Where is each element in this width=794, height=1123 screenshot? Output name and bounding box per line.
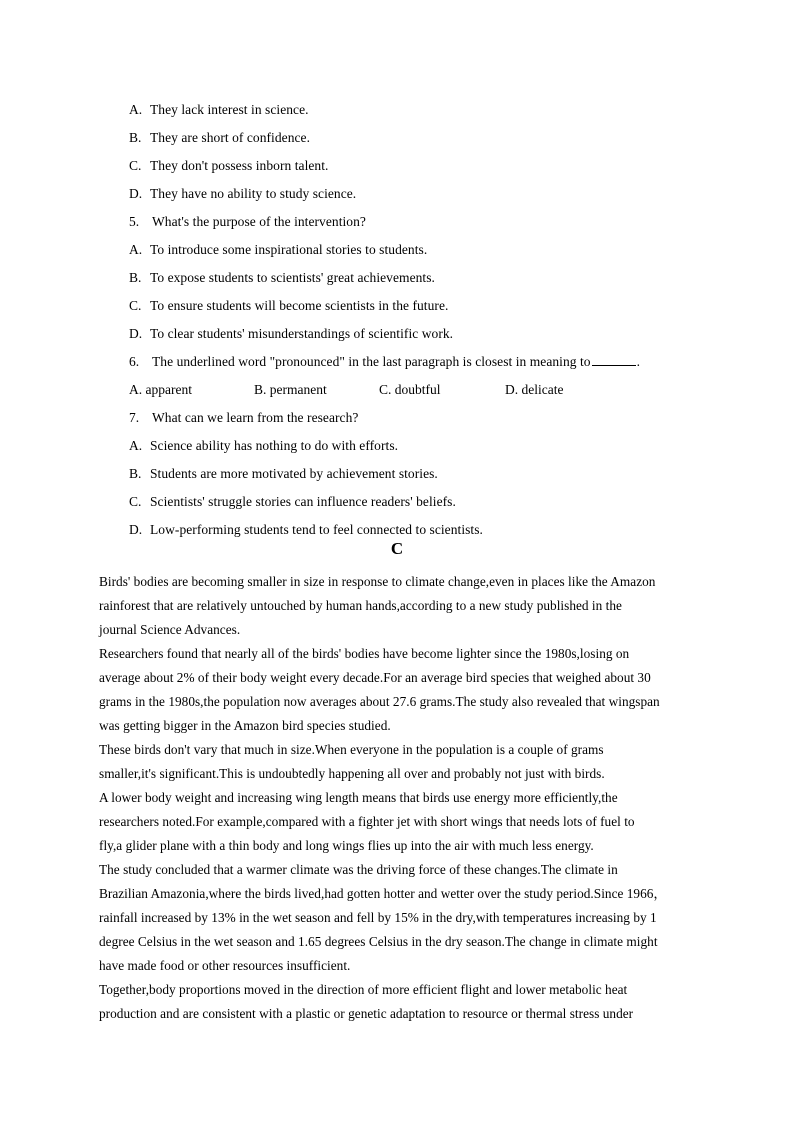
- option-marker: A.: [129, 438, 143, 453]
- question-marker: 6.: [129, 354, 140, 369]
- option-text: They have no ability to study science.: [150, 186, 357, 201]
- option-line: [129, 292, 729, 320]
- option-marker: A.: [129, 382, 143, 397]
- passage-line: rainfall increased by 13% in the wet season and fell by 15% in the dry,with temperatures increasing by 1: [99, 910, 657, 925]
- multiple-choice-block: [129, 96, 729, 544]
- answer-blank[interactable]: [592, 354, 636, 366]
- passage-line: Together,body proportions moved in the direction of more efficient flight and lower metabolic heat: [99, 982, 628, 997]
- option-text: They are short of confidence.: [150, 130, 311, 145]
- question-text-tail: .: [636, 354, 641, 369]
- option-line: [129, 152, 729, 180]
- passage-paragraph: [99, 738, 709, 786]
- passage-line: Brazilian Amazonia,where the birds lived,had gotten hotter and wetter over the study period.Since 1966，: [99, 886, 667, 901]
- option-cell: [505, 376, 563, 404]
- option-marker: A.: [129, 242, 143, 257]
- passage-line: rainforest that are relatively untouched by human hands,according to a new study published in the: [99, 598, 622, 613]
- option-marker: D.: [129, 186, 143, 201]
- option-text: Low-performing students tend to feel connected to scientists.: [150, 522, 483, 537]
- passage-line: Researchers found that nearly all of the birds' bodies have become lighter since the 1980s,losing on: [99, 646, 630, 661]
- option-line: [129, 236, 729, 264]
- option-cell: [379, 376, 441, 404]
- passage-line: These birds don't vary that much in size.When everyone in the population is a couple of grams: [99, 742, 604, 757]
- option-text: To ensure students will become scientists in the future.: [150, 298, 449, 313]
- option-marker: B.: [254, 382, 267, 397]
- passage-line: grams in the 1980s,the population now averages about 27.6 grams.The study also revealed that wingspan: [99, 694, 660, 709]
- passage-paragraph: [99, 858, 709, 978]
- question-text: What can we learn from the research?: [152, 410, 359, 425]
- passage-line: have made food or other resources insufficient.: [99, 958, 351, 973]
- passage-line: smaller,it's significant.This is undoubtedly happening all over and probably not just with birds.: [99, 766, 605, 781]
- passage-paragraph: [99, 642, 709, 738]
- question-marker: 7.: [129, 410, 140, 425]
- option-text: Scientists' struggle stories can influence readers' beliefs.: [150, 494, 456, 509]
- passage-line: A lower body weight and increasing wing length means that birds use energy more efficiently,the: [99, 790, 618, 805]
- option-line: [129, 96, 729, 124]
- passage-line: was getting bigger in the Amazon bird species studied.: [99, 718, 391, 733]
- option-marker: C.: [379, 382, 392, 397]
- question-stem-7: [129, 404, 729, 432]
- passage-line: average about 2% of their body weight every decade.For an average bird species that weighed about 30: [99, 670, 651, 685]
- option-row-question-6: [129, 376, 729, 404]
- passage-paragraph: [99, 978, 709, 1026]
- option-line: [129, 320, 729, 348]
- option-text: They lack interest in science.: [150, 102, 309, 117]
- question-marker: 5.: [129, 214, 140, 229]
- option-text: delicate: [521, 382, 564, 397]
- option-line: [129, 180, 729, 208]
- question-stem-5: [129, 208, 729, 236]
- option-cell: [254, 376, 327, 404]
- option-text: apparent: [145, 382, 192, 397]
- option-marker: B.: [129, 466, 142, 481]
- passage-line: The study concluded that a warmer climate was the driving force of these changes.The climate in: [99, 862, 618, 877]
- passage-paragraph: [99, 570, 709, 642]
- option-marker: B.: [129, 130, 142, 145]
- option-marker: A.: [129, 102, 143, 117]
- question-text: What's the purpose of the intervention?: [152, 214, 366, 229]
- option-cell: [129, 376, 192, 404]
- option-marker: C.: [129, 158, 142, 173]
- option-text: permanent: [269, 382, 327, 397]
- option-line: [129, 460, 729, 488]
- option-marker: C.: [129, 298, 142, 313]
- option-text: To expose students to scientists' great achievements.: [150, 270, 435, 285]
- question-text: The underlined word "pronounced" in the last paragraph is closest in meaning to: [152, 354, 591, 369]
- option-marker: D.: [129, 522, 143, 537]
- option-line: [129, 264, 729, 292]
- option-text: Science ability has nothing to do with efforts.: [150, 438, 399, 453]
- option-line: [129, 488, 729, 516]
- passage-line: fly,a glider plane with a thin body and long wings flies up into the air with much less energy.: [99, 838, 594, 853]
- option-marker: D.: [129, 326, 143, 341]
- passage-line: Birds' bodies are becoming smaller in size in response to climate change,even in places like the Amazon: [99, 574, 656, 589]
- option-text: doubtful: [394, 382, 441, 397]
- option-text: They don't possess inborn talent.: [150, 158, 329, 173]
- option-text: To clear students' misunderstandings of scientific work.: [150, 326, 454, 341]
- section-heading: C: [390, 539, 404, 558]
- passage-line: researchers noted.For example,compared with a fighter jet with short wings that needs lots of fuel to: [99, 814, 635, 829]
- passage-line: degree Celsius in the wet season and 1.65 degrees Celsius in the dry season.The change in climate might: [99, 934, 658, 949]
- passage-line: production and are consistent with a plastic or genetic adaptation to resource or thermal stress under: [99, 1006, 634, 1021]
- option-line: [129, 124, 729, 152]
- option-marker: D.: [505, 382, 519, 397]
- option-text: To introduce some inspirational stories to students.: [150, 242, 428, 257]
- passage-paragraph: [99, 786, 709, 858]
- option-marker: C.: [129, 494, 142, 509]
- option-marker: B.: [129, 270, 142, 285]
- option-text: Students are more motivated by achievement stories.: [150, 466, 438, 481]
- option-line: [129, 432, 729, 460]
- question-stem-6: [129, 348, 729, 376]
- passage-line: journal Science Advances.: [99, 622, 241, 637]
- reading-passage: [99, 570, 709, 1026]
